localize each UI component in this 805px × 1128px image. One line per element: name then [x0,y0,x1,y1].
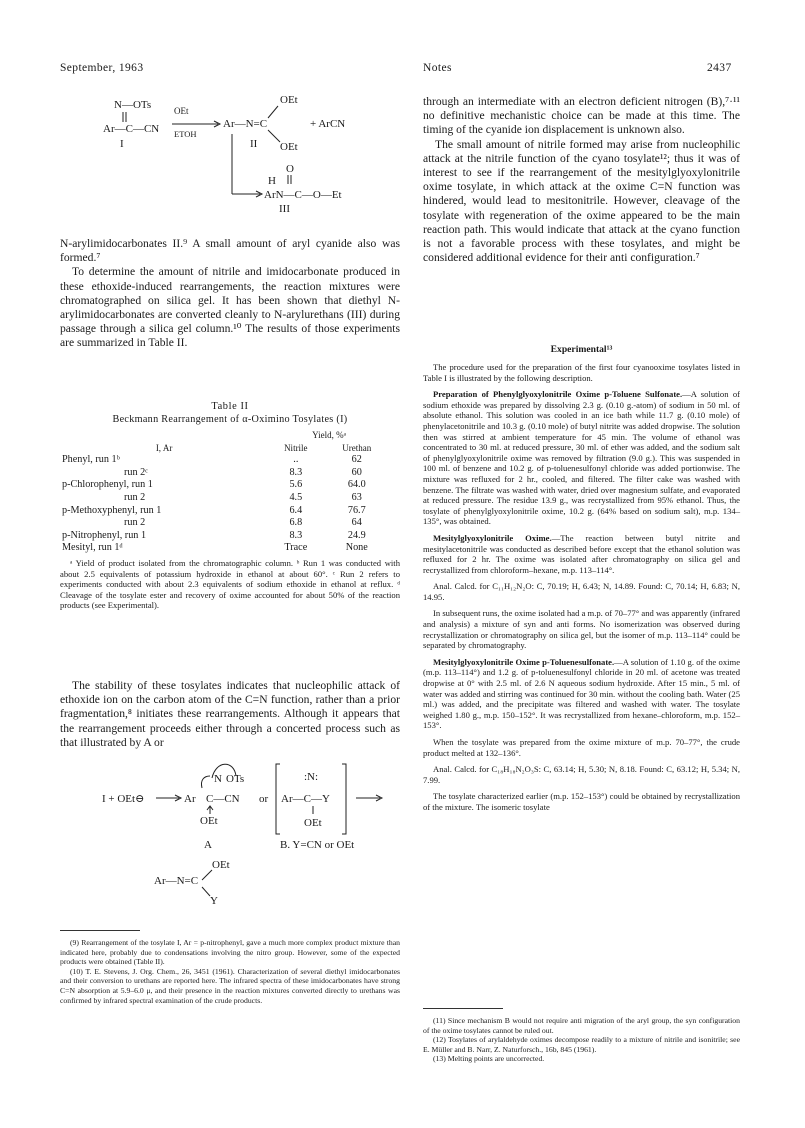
table-row [60,454,390,467]
scheme1-h-label: H [268,175,276,187]
scheme2-n: N [214,773,222,785]
cell-nitrile: 6.4 [289,504,303,516]
table-row [60,467,390,480]
left-column-mid [60,679,400,750]
scheme2-oet: OEt [200,815,218,827]
cell-nitrile: 8.3 [289,529,303,541]
cell-urethan: None [345,542,368,554]
footnote-rule-right [423,1008,503,1009]
cell-urethan: 64.0 [347,479,366,491]
exp1-body: —A solution of sodium ethoxide was prepared by dissolving 2.3 g. (0.10 g.-atom) of sodium in 50 ml. of absolute ethanol. This solution was cooled in an ice bath while 11.7 g. (0.10 mole) of phenylacetonitrile and 10.3 g. (0.10 mole) of butyl nitrite was added dropwise. The solution then was stirred at ambient temperature for 45 min. The volume of ethanol was concentrated to 30 ml. at reduced pressure, 30 ml. of ether was added, and the sodium salt of phenylglyoxylonitrile oxime was removed by filtration (9.0 g.). This was suspended in 100 ml. of benzene and 10.2 g. of p-toluenesulfonyl chloride was added portionwise. The mixture was refluxed for 2 hr., cooled, and filtered. The filter cake was washed with benzene. The filtrate was washed with water, dried over magnesium sulfate, and evaporated at reduced pressure. The residue 13.9 g., was recrystallized from 95% ethanol. Thus, the tosylate of phenylglyoxylonitrile oxime, 10.2 g. (64% based on sodium salt), m.p. 134–135°, was obtained. [423,389,740,527]
exp2-body: —The reaction between butyl nitrite and mesitylacetonitrile was conducted as described before except that the ethanol solution was refluxed for 2 hr. The oxime was isolated after chromatography on silica gel and recrystallized from chloroform–hexane, m.p. 113–114°. [423,532,740,575]
exp3-title: Mesitylglyoxylonitrile Oxime p-Toluenesulfonate. [433,656,615,667]
exp1-title: Preparation of Phenylglyoxylonitrile Oxime p-Toluene Sulfonate. [433,389,683,400]
experimental-section [423,362,740,819]
reaction-scheme-1 [90,92,390,222]
reaction-scheme-2 [84,754,404,909]
cell-urethan: 60 [351,466,362,478]
cell-nitrile: 4.5 [289,491,303,503]
right-paragraph-1: through an intermediate with an electron deficient nitrogen (B),⁷·¹¹ no definitive mechanistic choice can be made at this time. The timing of the cyanide ion displacement is unknown also. [423,95,740,137]
running-header-center: Notes [423,62,452,74]
scheme2-i-plus-oet: I + OEt⊖ [102,793,145,805]
table-title: Table II [211,401,249,412]
table-row [60,542,390,555]
scheme1-plus-arcn: + ArCN [310,118,346,130]
right-paragraph-2: The small amount of nitrile formed may arise from nucleophilic attack at the nitrile function of the cyano tosylate¹²; thus it was of interest to see if the rearrangement of the mesitylglyoxylonitrile oxime tosylate, in which attack at the oxime C=N function was hindered, would lead to mesitonitrile. However, cleavage of the tosylate with regeneration of the oxime appeared to be the main reaction path. This would indicate that attack at the cyano function is not a favorable process with these tosylates, and might be considered additional evidence for their anti configuration.⁷ [423,137,740,265]
left-paragraph-3: The stability of these tosylates indicates that nucleophilic attack of ethoxide ion on the carbon atom of the C=N function, rather than a prior fragmentation,⁸ initiates these rearrangements. Although it appears that the rearrangement proceeds either through a concerted process such as that illustrated by A or [60,679,400,749]
cell-nitrile: 5.6 [289,479,303,491]
scheme2-ar-n-c: Ar—N=C [154,875,199,887]
table-ii [60,401,400,611]
exp2-more: In subsequent runs, the oxime isolated had a m.p. of 70–77° and was apparently (infrared and analysis) a mixture of syn and anti forms. No isomerization was observed during recrystallization or chromatography on silica gel, but the isomer of m.p. 113–114° could be separated by chromatography. [423,608,740,651]
yield-header: Yield, %ᵃ [312,430,347,440]
cell-urethan: 64 [351,517,362,529]
cell-ar: run 2 [124,491,146,503]
scheme1-reagent-bottom: ETOH [174,129,197,139]
scheme2-ar-c-y: Ar—C—Y [281,793,330,805]
scheme2-or: or [259,793,269,805]
scheme2-oet3: OEt [212,859,230,871]
table-row [60,530,390,543]
scheme2-oet2: OEt [304,817,322,829]
cell-ar: run 2 [124,517,146,529]
cell-urethan: 24.9 [347,529,366,541]
scheme2-y: Y [210,895,218,907]
experimental-intro: The procedure used for the preparation of the first four cyanooxime tosylates listed in Table I is illustrated by the following description. [423,362,740,383]
scheme2-ar: Ar [184,793,196,805]
page-number: 2437 [707,62,732,74]
left-footnotes [60,938,400,1005]
exp3-body: —A solution of 1.10 g. of the oxime (m.p. 113–114°) and 1.2 g. of p-toluenesulfonyl chloride in 20 ml. of acetone was treated dropwise at 0° with 2.5 ml. of 2.6 N aqueous sodium hydroxide. After 15 min., 5 ml. of water was added and stirring was continued for 30 min. without the cooling bath. Water (25 ml.) was added, and the precipitate was filtered and washed with water. The tosylate weighed 1.80 g., m.p. 150–152°. It was recrystallized from hexane–chloroform, m.p. 152–153°. [423,656,741,731]
cell-ar: p-Methoxyphenyl, run 1 [62,504,162,516]
scheme2-label-B: B. Y=CN or OEt [280,839,355,851]
footnote-rule-left [60,930,140,931]
scheme2-c-cn: C—CN [206,793,240,805]
table-row [60,479,390,492]
cell-nitrile: 6.8 [289,517,303,529]
table-body [60,429,390,555]
left-paragraph-1: N-arylimidocarbonates II.⁹ A small amount of aryl cyanide also was formed.⁷ [60,237,400,265]
scheme1-oet-top: OEt [280,94,298,106]
table-caption: Beckmann Rearrangement of α-Oximino Tosylates (I) [112,414,348,425]
scheme2-ots: OTs [226,773,245,785]
cell-nitrile: Trace [284,542,308,554]
cell-ar: p-Nitrophenyl, run 1 [62,529,147,541]
right-column-top [423,95,740,265]
exp3-last: The tosylate characterized earlier (m.p. 152–153°) could be obtained by recrystallization of the mixture. The isomeric tosylate [423,791,740,812]
footnote-13: (13) Melting points are uncorrected. [433,1054,545,1064]
table-row [60,505,390,518]
col-nitrile-header: Nitrile [284,442,308,453]
cell-urethan: 76.7 [347,504,366,516]
left-paragraph-2: To determine the amount of nitrile and imidocarbonate produced in these ethoxide-induced rearrangements, the reaction mixtures were chromatographed on silica gel. It has been shown that diethyl N-arylimidocarbonates are converted cleanly to N-arylurethans (III) during passage through a silica gel column.¹⁰ The results of those experiments are summarized in Table II. [60,265,400,350]
footnote-12: (12) Tosylates of arylaldehyde oximes decompose readily to a mixture of nitrile and isonitrile; see E. Müller and B. Narr, Z. Naturforsch., 16b, 845 (1961). [423,1035,740,1054]
cell-ar: Phenyl, run 1ᵇ [62,454,120,466]
table-footnote: ᵃ Yield of product isolated from the chromatographic column. ᵇ Run 1 was conducted with about 2.5 equivalents of potassium hydroxide in ethanol at about 60°. ᶜ Run 2 refers to experiments conducted with about 2.3 equivalents of sodium ethoxide in ethanol at reflux. ᵈ Cleavage of the tosylate ester and recovery of oxime accounted for about 50% of the reaction products (see Experimental). [60,557,400,611]
scheme1-label-III: III [279,203,290,215]
scheme1-product-II: Ar—N=C [223,118,268,130]
cell-urethan: 63 [351,491,362,503]
table-row [60,517,390,530]
scheme1-o-label: O [286,163,294,175]
cell-nitrile: .. [293,454,299,466]
cell-ar: p-Chlorophenyl, run 1 [62,479,153,491]
cell-nitrile: 8.3 [289,466,303,478]
left-column-top [60,237,400,351]
cell-ar: Mesityl, run 1ᵈ [62,542,123,554]
running-header-left: September, 1963 [60,62,144,74]
footnote-9: (9) Rearrangement of the tosylate I, Ar = p-nitrophenyl, gave a much more complex product mixture than indicated here, probably due to condensations involving the nitro group. However, some of the expected products were obtained (Table II). [60,938,400,967]
scheme1-product-III: ArN—C—O—Et [264,189,342,201]
exp2-title: Mesitylglyoxylonitrile Oxime. [433,532,552,543]
right-footnotes [423,1016,740,1064]
scheme1-n-ots: N—OTs [114,99,152,111]
cell-ar: run 2ᶜ [124,466,148,478]
scheme2-label-A: A [204,839,212,851]
col-ar-header: I, Ar [155,442,173,453]
experimental-heading: Experimental¹³ [550,344,613,355]
col-urethan-header: Urethan [342,442,372,453]
scheme2-n-colon: :N: [304,771,319,783]
scheme1-ar-c-cn: Ar—C—CN [103,123,160,135]
exp3-more: When the tosylate was prepared from the oxime mixture of m.p. 70–77°, the crude product melted at 132–136°. [423,737,740,758]
footnote-10: (10) T. E. Stevens, J. Org. Chem., 26, 3451 (1961). Characterization of several diethyl imidocarbonates and their conversion to urethans are reported here. The infrared spectra of these imidocarbonates have strong C=N absorption at 5.9–6.0 μ, and their presence in the reaction mixtures converted directly to urethans was confirmed by infrared spectral examination of the crude products. [60,966,400,1005]
scheme1-label-II: II [250,138,258,150]
scheme1-label-I: I [120,138,124,150]
cell-urethan: 62 [351,454,362,466]
scheme1-reagent-top: OEt [174,106,189,116]
scheme1-oet-bottom: OEt [280,141,298,153]
table-row [60,492,390,505]
footnote-11: (11) Since mechanism B would not require anti migration of the aryl group, the syn configuration of the oxime tosylates cannot be ruled out. [423,1016,740,1035]
exp2-analysis: Anal. Calcd. for C₁₁H₁₂N₂O: C, 70.19; H, 6.43; N, 14.89. Found: C, 70.14; H, 6.83; N, 14.95. [423,581,740,602]
exp3-analysis: Anal. Calcd. for C₁₈H₁₈N₂O₃S: C, 63.14; H, 5.30; N, 8.18. Found: C, 63.12; H, 5.34; N, 7.99. [423,764,740,785]
